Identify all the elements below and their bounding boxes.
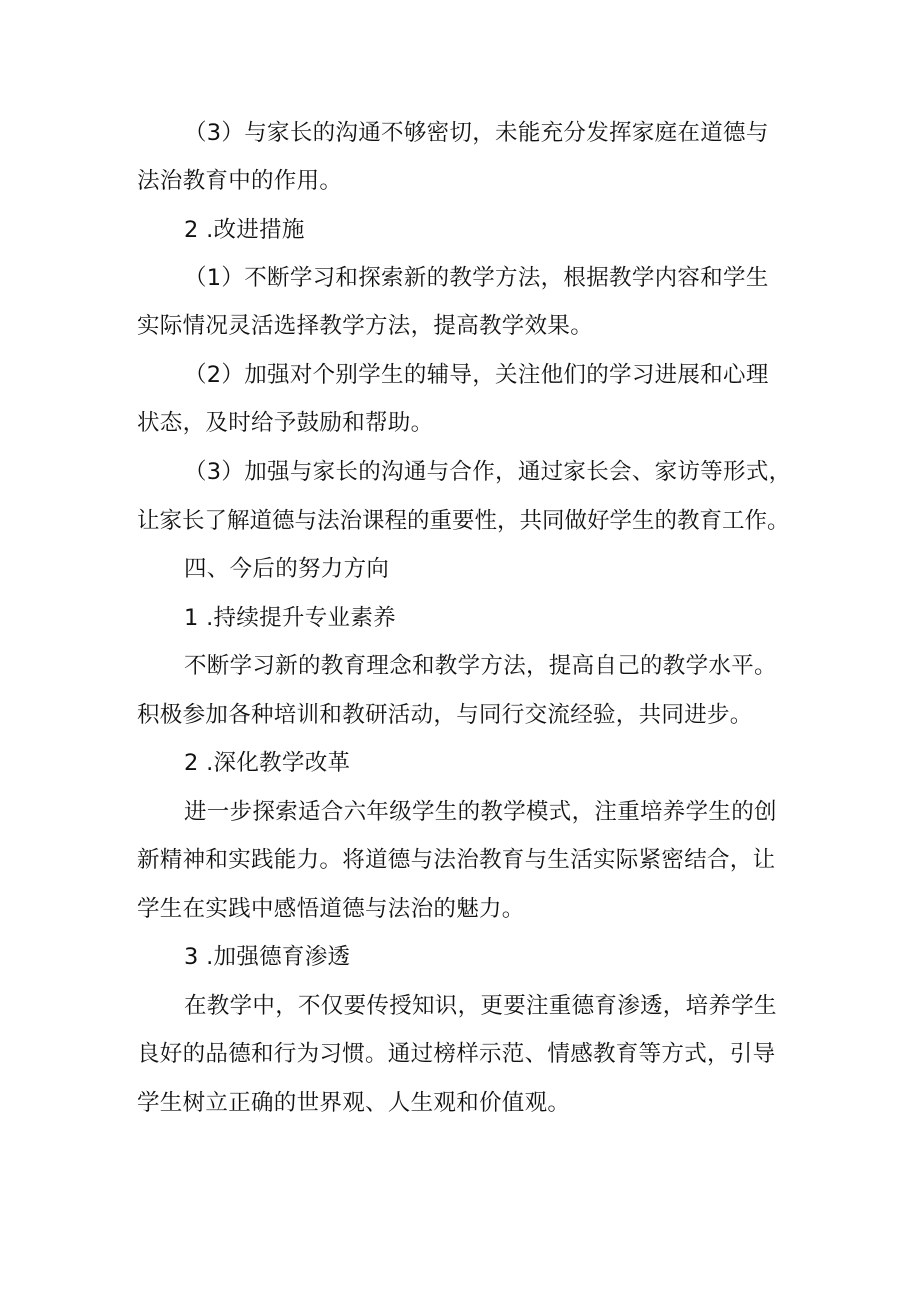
paragraph-line: 实际情况灵活选择教学方法，提高教学效果。	[137, 313, 594, 339]
paragraph-line: 让家长了解道德与法治课程的重要性，共同做好学生的教育工作。	[137, 508, 790, 534]
paragraph-line: 不断学习新的教育理念和教学方法，提高自己的教学水平。	[184, 653, 777, 679]
subsection-heading: 3 .加强德育渗透	[184, 944, 351, 970]
paragraph-line: 良好的品德和行为习惯。通过榜样示范、情感教育等方式，引导	[137, 1041, 776, 1067]
paragraph-line: 状态，及时给予鼓励和帮助。	[137, 410, 434, 436]
section-heading: 2 .改进措施	[184, 217, 305, 243]
paragraph-line: （3）加强与家长的沟通与合作，通过家长会、家访等形式，	[184, 459, 792, 485]
subsection-heading: 2 .深化教学改革	[184, 750, 351, 776]
paragraph-line: （2）加强对个别学生的辅导，关注他们的学习进展和心理	[184, 362, 769, 388]
subsection-heading: 1 .持续提升专业素养	[184, 605, 396, 631]
paragraph-line: 学生在实践中感悟道德与法治的魅力。	[137, 896, 525, 922]
paragraph-line: 学生树立正确的世界观、人生观和价值观。	[137, 1090, 571, 1116]
paragraph-line: 在教学中，不仅要传授知识，更要注重德育渗透，培养学生	[184, 993, 777, 1019]
paragraph-line: （1）不断学习和探索新的教学方法，根据教学内容和学生	[184, 265, 769, 291]
paragraph-line: 积极参加各种培训和教研活动，与同行交流经验，共同进步。	[137, 702, 753, 728]
section-heading: 四、今后的努力方向	[184, 556, 390, 582]
paragraph-line: 法治教育中的作用。	[137, 168, 343, 194]
paragraph-line: （3）与家长的沟通不够密切，未能充分发挥家庭在道德与	[184, 120, 769, 146]
paragraph-line: 进一步探索适合六年级学生的教学模式，注重培养学生的创	[184, 799, 777, 825]
paragraph-line: 新精神和实践能力。将道德与法治教育与生活实际紧密结合，让	[137, 847, 776, 873]
